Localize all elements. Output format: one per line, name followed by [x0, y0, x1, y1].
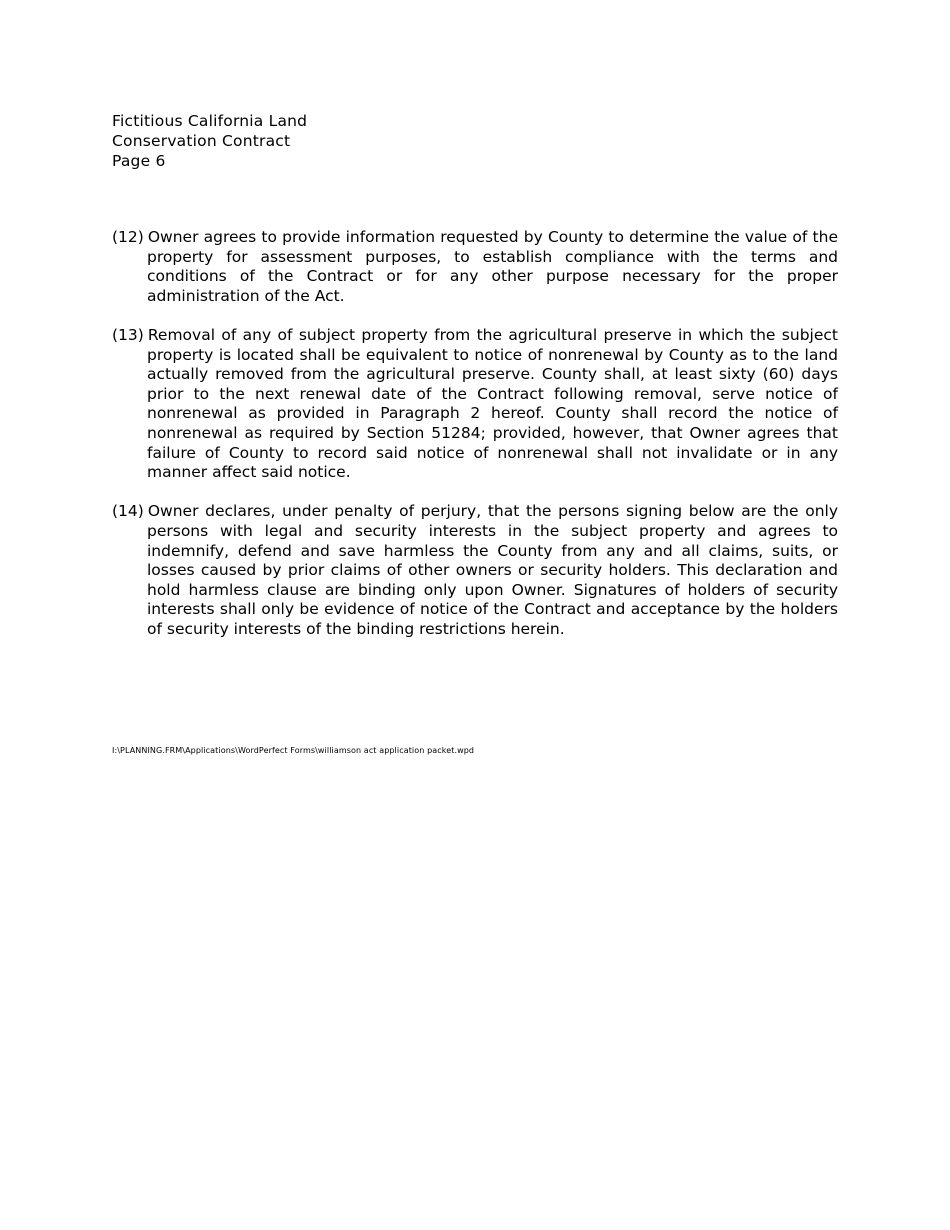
contract-body [112, 228, 838, 659]
paragraph-text: Owner agrees to provide information requested by County to determine the value of the property for assessment purposes, to establish compliance with the terms and conditions of the Contract or for any other purpose necessary for the proper administration of the Act. [147, 228, 838, 305]
page-number: Page 6 [112, 152, 166, 170]
paragraph-text: Removal of any of subject property from the agricultural preserve in which the subject property is located shall be equivalent to notice of nonrenewal by County as to the land actually removed from the agricultural preserve. County shall, at least sixty (60) days prior to the next renewal date of the Contract following removal, serve notice of nonrenewal as provided in Paragraph 2 hereof. County shall record the notice of nonrenewal as required by Section 51284; provided, however, that Owner agrees that failure of County to record said notice of nonrenewal shall not invalidate or in any manner affect said notice. [147, 325, 838, 482]
paragraph-13 [112, 326, 838, 483]
paragraph-number: (13) [112, 325, 144, 344]
footer-file-path: I:\PLANNING.FRM\Applications\WordPerfect Forms\williamson act application packet.wpd [112, 746, 475, 755]
paragraph-14 [112, 502, 838, 639]
paragraph-text: Owner declares, under penalty of perjury, that the persons signing below are the only persons with legal and security interests in the subject property and agrees to indemnify, defend and save harmless the County from any and all claims, suits, or losses caused by prior claims of other owners or security holders. This declaration and hold harmless clause are binding only upon Owner. Signatures of holders of security interests shall only be evidence of notice of the Contract and acceptance by the holders of security interests of the binding restrictions herein. [147, 502, 838, 638]
paragraph-number: (14) [112, 502, 144, 521]
header-title-line-2: Conservation Contract [112, 132, 291, 150]
header-title-line-1: Fictitious California Land [112, 112, 308, 130]
paragraph-number: (12) [112, 228, 144, 246]
document-header [112, 111, 307, 171]
paragraph-12 [112, 228, 838, 306]
